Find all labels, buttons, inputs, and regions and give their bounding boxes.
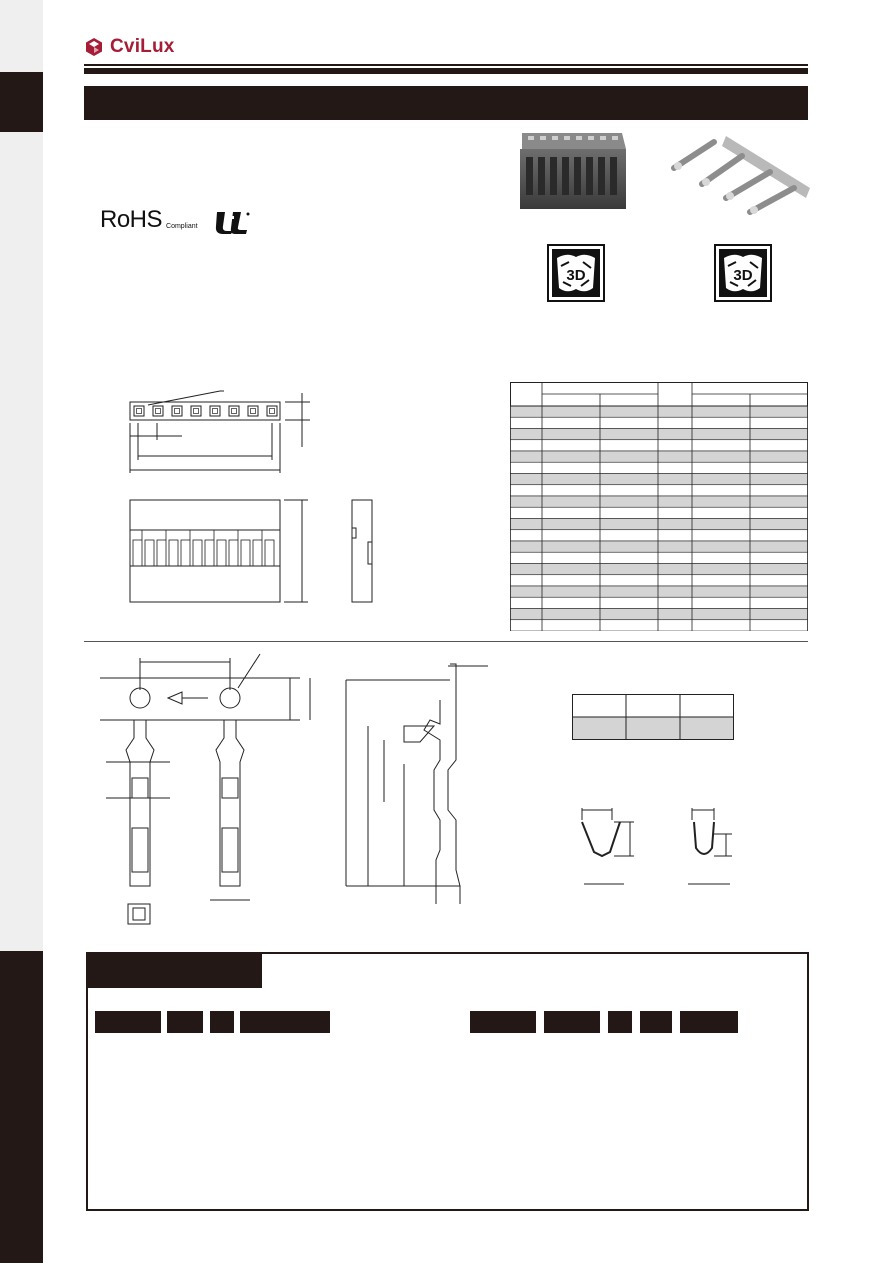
spec-table-row <box>511 440 808 451</box>
spec-table-row <box>511 575 808 586</box>
ordering-information-tab <box>86 952 262 988</box>
spec-table-row <box>511 541 808 552</box>
spec-table-row <box>511 620 808 631</box>
spec-table-row <box>511 586 808 597</box>
part-number-segment <box>167 1011 203 1033</box>
3d-model-icon <box>547 244 605 302</box>
crimp-terminal-strip-image <box>666 132 812 218</box>
section-tab-marker-top <box>0 72 43 132</box>
part-number-segment <box>95 1011 161 1033</box>
terminal-strip-drawing <box>100 650 320 928</box>
ordering-information-box <box>86 952 809 1211</box>
section-tab-marker-bottom <box>0 951 43 1263</box>
crimp-dimension-table <box>572 694 734 740</box>
rohs-compliant-text: Compliant <box>166 223 198 230</box>
3d-label: 3D <box>733 267 753 284</box>
part-number-segment <box>680 1011 738 1033</box>
dimension-spec-table <box>510 382 808 631</box>
housing-top-view-drawing <box>120 385 310 477</box>
spec-table-row <box>511 496 808 507</box>
part-number-segment <box>240 1011 330 1033</box>
part-number-segment <box>210 1011 234 1033</box>
spec-table-row <box>511 519 808 530</box>
spec-table-row <box>511 609 808 620</box>
brand-name: CviLux <box>110 36 175 57</box>
housing-front-view-drawing <box>120 496 320 608</box>
rohs-text: RoHS <box>100 206 163 233</box>
spec-table-row <box>511 451 808 462</box>
spec-table-row <box>511 552 808 563</box>
ul-recognized-icon <box>213 210 251 236</box>
spec-table-row <box>511 462 808 473</box>
housing-side-view-drawing <box>348 498 378 606</box>
crimp-cross-section-drawing <box>572 800 752 890</box>
part-number-segment <box>608 1011 632 1033</box>
part-number-segment <box>544 1011 600 1033</box>
part-number-segment <box>640 1011 672 1033</box>
cvilux-hexagon-logo-icon <box>84 37 104 57</box>
spec-table-row <box>511 474 808 485</box>
spec-table-row <box>511 564 808 575</box>
header-rule-thick <box>84 68 808 74</box>
spec-table-row <box>511 406 808 417</box>
spec-table-row <box>511 530 808 541</box>
rohs-mark <box>100 208 198 232</box>
title-bar <box>84 86 808 120</box>
connector-housing-image <box>514 127 630 217</box>
terminal-side-view-drawing <box>340 660 490 910</box>
3d-model-icon <box>714 244 772 302</box>
header-rule-thin <box>84 64 808 66</box>
section-separator <box>84 641 808 642</box>
part-number-segment <box>470 1011 536 1033</box>
spec-table-row <box>511 485 808 496</box>
spec-table-row <box>511 597 808 608</box>
3d-label: 3D <box>566 267 586 284</box>
spec-table-row <box>511 507 808 518</box>
spec-table-row <box>511 429 808 440</box>
brand-logo <box>84 34 175 60</box>
spec-table-row <box>511 417 808 428</box>
